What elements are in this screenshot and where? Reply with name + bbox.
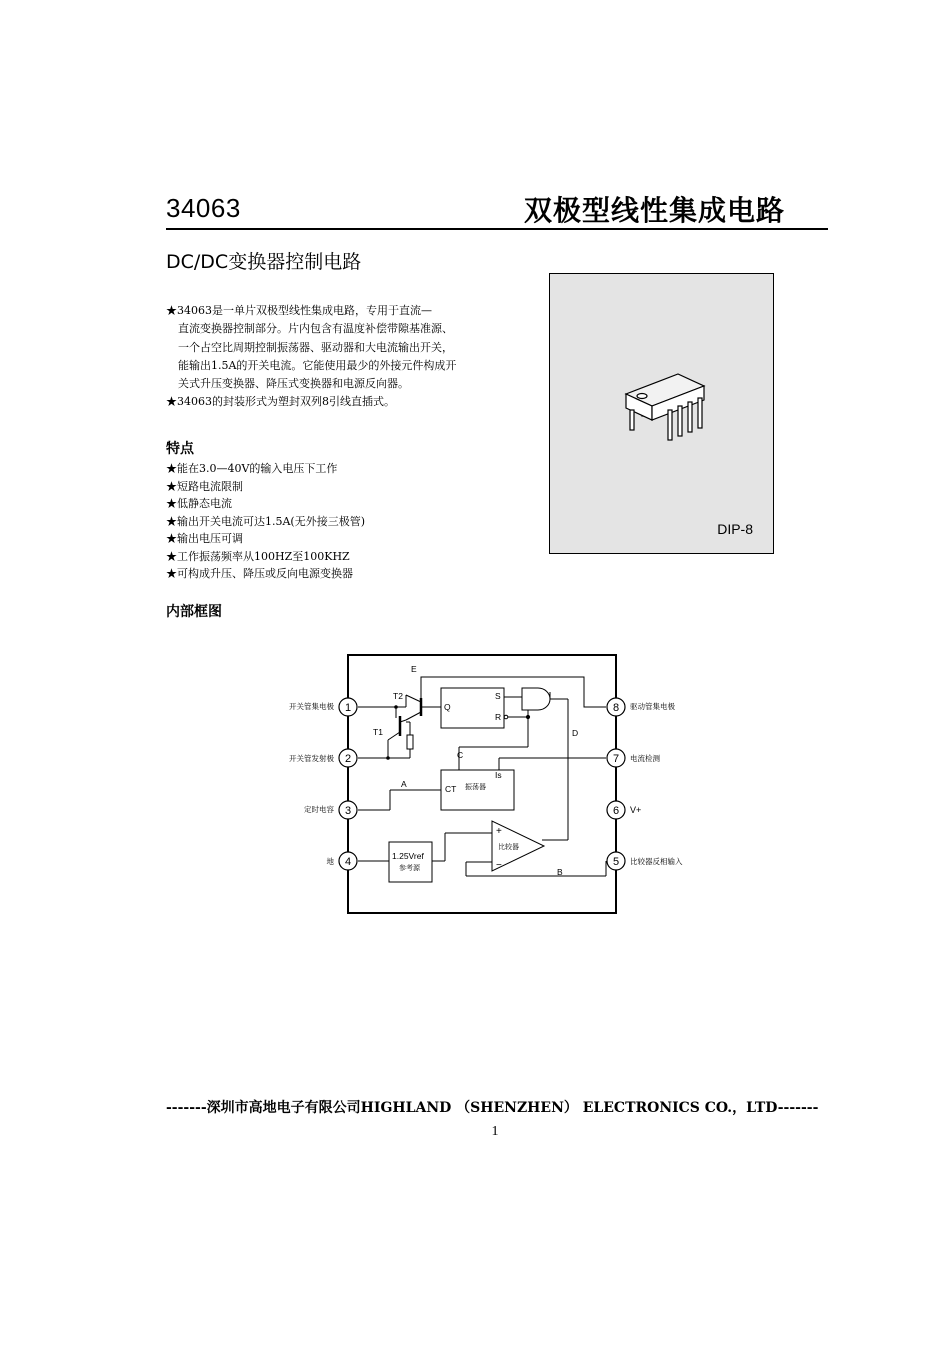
feature-item: ★能在3.0—40V的输入电压下工作: [166, 462, 338, 475]
footer-company: -------深圳市高地电子有限公司HIGHLAND （SHENZHEN） ELECTRONICS CO.，LTD-------: [166, 1100, 819, 1116]
signal-label: Q: [444, 702, 451, 712]
pin-number: 7: [612, 753, 620, 765]
pin-number: 8: [612, 702, 620, 714]
intro-line: 直流变换器控制部分。片内包含有温度补偿带隙基准源、: [178, 322, 453, 336]
feature-item: ★输出电压可调: [166, 532, 243, 545]
features-list: [166, 460, 536, 583]
signal-label: +: [496, 826, 502, 837]
feature-item: ★低静态电流: [166, 497, 232, 510]
intro-line: 关式升压变换器、降压式变换器和电源反向器。: [178, 377, 409, 391]
signal-label: CT: [445, 784, 457, 794]
and-gate: [522, 688, 550, 710]
signal-label: Is: [495, 770, 502, 780]
signal-label: B: [557, 867, 563, 877]
pin-number: 3: [344, 805, 352, 817]
resistor: [407, 735, 413, 749]
pin-label: 开关管集电极: [289, 702, 334, 711]
pin-number: 6: [612, 805, 620, 817]
signal-label: R: [495, 712, 502, 722]
signal-label: S: [495, 691, 501, 701]
pin-label: V+: [630, 805, 642, 815]
document-subtitle: DC/DC变换器控制电路: [166, 251, 362, 273]
part-number: 34063: [166, 193, 241, 223]
pin-label: 比较器反相输入: [630, 857, 683, 866]
block-label: 振荡器: [465, 783, 486, 791]
intro-line: 一个占空比周期控制振荡器、驱动器和大电流输出开关，: [178, 340, 453, 354]
feature-item: ★工作振荡频率从100HZ至100KHZ: [166, 549, 350, 563]
page-number: 1: [491, 1124, 499, 1139]
intro-line: ★34063的封装形式为塑封双列8引线直插式。: [166, 395, 395, 409]
signal-label: E: [411, 664, 417, 674]
block-diagram-heading: 内部框图: [166, 604, 222, 620]
signal-label: D: [572, 728, 579, 738]
pin-number: 4: [344, 856, 352, 868]
intro-line: 能输出1.5A的开关电流。它能使用最少的外接元件构成开: [178, 358, 457, 372]
feature-item: ★输出开关电流可达1.5A(无外接三极管): [166, 514, 366, 528]
signal-label: A: [401, 779, 407, 789]
internal-block-diagram: [270, 650, 710, 920]
intro-line: ★34063是一单片双极型线性集成电路，专用于直流—: [166, 304, 432, 317]
dip8-chip-illustration: [550, 274, 773, 553]
feature-item: ★可构成升压、降压或反向电源变换器: [166, 567, 353, 580]
block-label: 1.25Vref: [392, 851, 424, 861]
package-label: DIP-8: [717, 521, 753, 537]
pin-label: 地: [326, 857, 334, 866]
package-image-box: [549, 273, 774, 554]
signal-label: −: [496, 860, 502, 871]
pin-number: 1: [344, 702, 352, 714]
pin-label: 电流检测: [630, 754, 660, 763]
pin-label: 开关管发射极: [289, 754, 334, 763]
pin-label: 驱动管集电极: [630, 702, 675, 711]
signal-label: T2: [393, 691, 403, 701]
intro-text: [166, 302, 536, 412]
pin-label: 定时电容: [304, 805, 334, 814]
features-heading: 特点: [166, 441, 194, 457]
header-divider: [166, 228, 828, 230]
pin-number: 5: [612, 856, 620, 868]
pin-number: 2: [344, 753, 352, 765]
signal-label: C: [457, 750, 464, 760]
document-title: 双极型线性集成电路: [523, 194, 785, 227]
feature-item: ★短路电流限制: [166, 479, 243, 493]
signal-label: T1: [373, 727, 383, 737]
vref-block: [389, 842, 432, 882]
block-label: 比较器: [498, 843, 519, 851]
block-label: 参考源: [399, 864, 420, 872]
